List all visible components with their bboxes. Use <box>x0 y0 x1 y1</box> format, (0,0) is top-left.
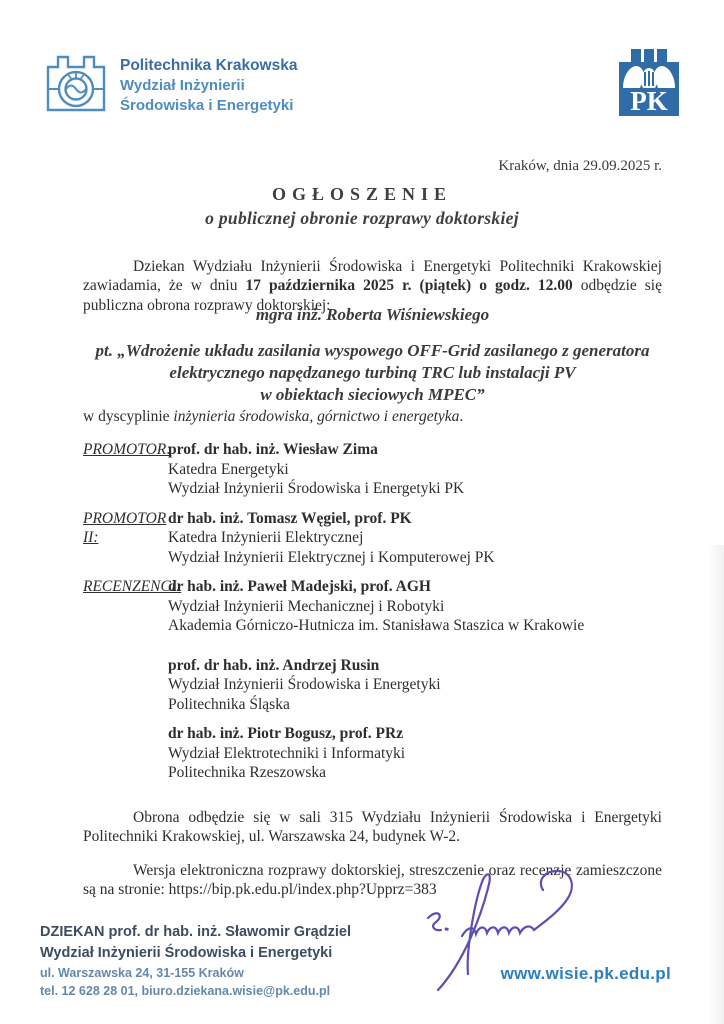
person-name: dr hab. inż. Paweł Madejski, prof. AGH <box>168 578 431 595</box>
person-affiliation-1: Wydział Inżynierii Środowiska i Energetyki <box>168 676 441 693</box>
contact-line: tel. 12 628 28 01, biuro.dziekana.wisie@pk.edu.pl <box>40 984 331 998</box>
role-label: RECENZENCI: <box>83 578 182 595</box>
candidate-thesis-block <box>83 305 662 406</box>
person-name: prof. dr hab. inż. Wiesław Zima <box>168 441 378 458</box>
committee-list <box>83 440 662 793</box>
bip-link[interactable]: https://bip.pk.edu.pl/index.php?Upprz=383 <box>168 881 437 898</box>
role-label: PROMOTOR II: <box>83 509 167 546</box>
role-details <box>168 724 405 783</box>
role-reviewer-1 <box>83 577 662 636</box>
role-reviewer-3 <box>83 724 662 783</box>
discipline-pre: w dyscyplinie <box>83 408 174 425</box>
pk-castle-outline-icon <box>44 52 108 119</box>
person-affiliation-1: Katedra Energetyki <box>168 460 289 478</box>
candidate-name: mgra inż. Roberta Wiśniewskiego <box>255 305 490 324</box>
thesis-line1: pt. „Wdrożenie układu zasilania wyspowego OFF-Grid zasilanego z generatora <box>95 341 650 360</box>
role-details <box>168 509 495 568</box>
pk-logo-letters: PK <box>630 86 668 116</box>
faculty-line: Wydział Inżynierii Środowiska i Energetyki <box>40 945 333 961</box>
role-label <box>83 724 168 783</box>
role-reviewer-2 <box>83 656 662 715</box>
person-name: prof. dr hab. inż. Andrzej Rusin <box>168 656 380 674</box>
pk-castle-solid-icon <box>614 44 684 123</box>
person-affiliation-1: Katedra Inżynierii Elektrycznej <box>168 529 364 546</box>
brand-title: Politechnika Krakowska <box>120 57 298 74</box>
intro-post: odbędzie się publiczna obrona rozprawy doktorskiej: <box>83 277 662 314</box>
scan-edge-shadow <box>708 545 724 1024</box>
thesis-title <box>83 340 662 406</box>
person-affiliation-2: Politechnika Śląska <box>168 695 290 713</box>
header-brand <box>44 52 297 119</box>
role-label <box>83 656 168 715</box>
person-affiliation-2: Akademia Górniczo-Hutnicza im. Stanisława Staszica w Krakowie <box>168 617 585 634</box>
intro-pre: Dziekan Wydziału Inżynierii Środowiska i Energetyki Politechniki Krakowskiej zawiadamia, że w dniu <box>83 257 662 294</box>
person-affiliation-1: Wydział Inżynierii Mechanicznej i Robotyki <box>168 597 445 615</box>
title-block <box>0 184 724 229</box>
role-promotor <box>83 440 662 499</box>
page-title: OGŁOSZENIE <box>271 184 453 204</box>
online-pre: Wersja elektroniczna rozprawy doktorskiej, streszczenie oraz recenzje zamieszczone są na stronie: <box>83 861 662 898</box>
discipline-name: inżynieria środowiska, górnictwo i energetyka <box>173 408 460 425</box>
person-affiliation-2: Wydział Inżynierii Środowiska i Energetyki PK <box>168 480 465 497</box>
date-line: Kraków, dnia 29.09.2025 r. <box>498 158 662 174</box>
role-details <box>168 577 584 636</box>
faculty-website-link[interactable]: www.wisie.pk.edu.pl <box>500 964 671 983</box>
discipline-line <box>83 408 662 426</box>
venue-paragraph: Obrona odbędzie się w sali 315 Wydziału Inżynierii Środowiska i Energetyki Politechniki Krakowskiej, ul. Warszawska 24, budynek W-2. <box>83 808 662 845</box>
footer-contact-block <box>40 922 351 1000</box>
role-details <box>168 440 464 499</box>
role-details <box>168 656 441 715</box>
role-promotor-2 <box>83 509 662 568</box>
person-name: dr hab. inż. Piotr Bogusz, prof. PRz <box>168 725 404 742</box>
brand-text <box>120 52 297 116</box>
discipline-post: . <box>459 408 464 425</box>
address-line: ul. Warszawska 24, 31-155 Kraków <box>40 966 244 980</box>
dean-name-line: DZIEKAN prof. dr hab. inż. Sławomir Grądziel <box>40 924 351 940</box>
brand-subtitle-line1: Wydział Inżynierii <box>120 77 245 94</box>
person-affiliation-2: Wydział Inżynierii Elektrycznej i Komputerowej PK <box>168 548 495 566</box>
person-affiliation-1: Wydział Elektrotechniki i Informatyki <box>168 744 406 762</box>
brand-subtitle-line2: Środowiska i Energetyki <box>120 97 294 114</box>
thesis-line2: elektrycznego napędzanego turbiną TRC lub instalacji PV <box>169 363 576 382</box>
role-label: PROMOTOR: <box>83 441 172 458</box>
thesis-line3: w obiektach sieciowych MPEC” <box>260 385 485 404</box>
person-affiliation-2: Politechnika Rzeszowska <box>168 764 326 781</box>
defense-datetime: 17 października 2025 r. (piątek) o godz. 12.00 <box>245 277 573 294</box>
page-subtitle: o publicznej obronie rozprawy doktorskiej <box>205 208 519 228</box>
person-name: dr hab. inż. Tomasz Węgiel, prof. PK <box>168 509 412 527</box>
